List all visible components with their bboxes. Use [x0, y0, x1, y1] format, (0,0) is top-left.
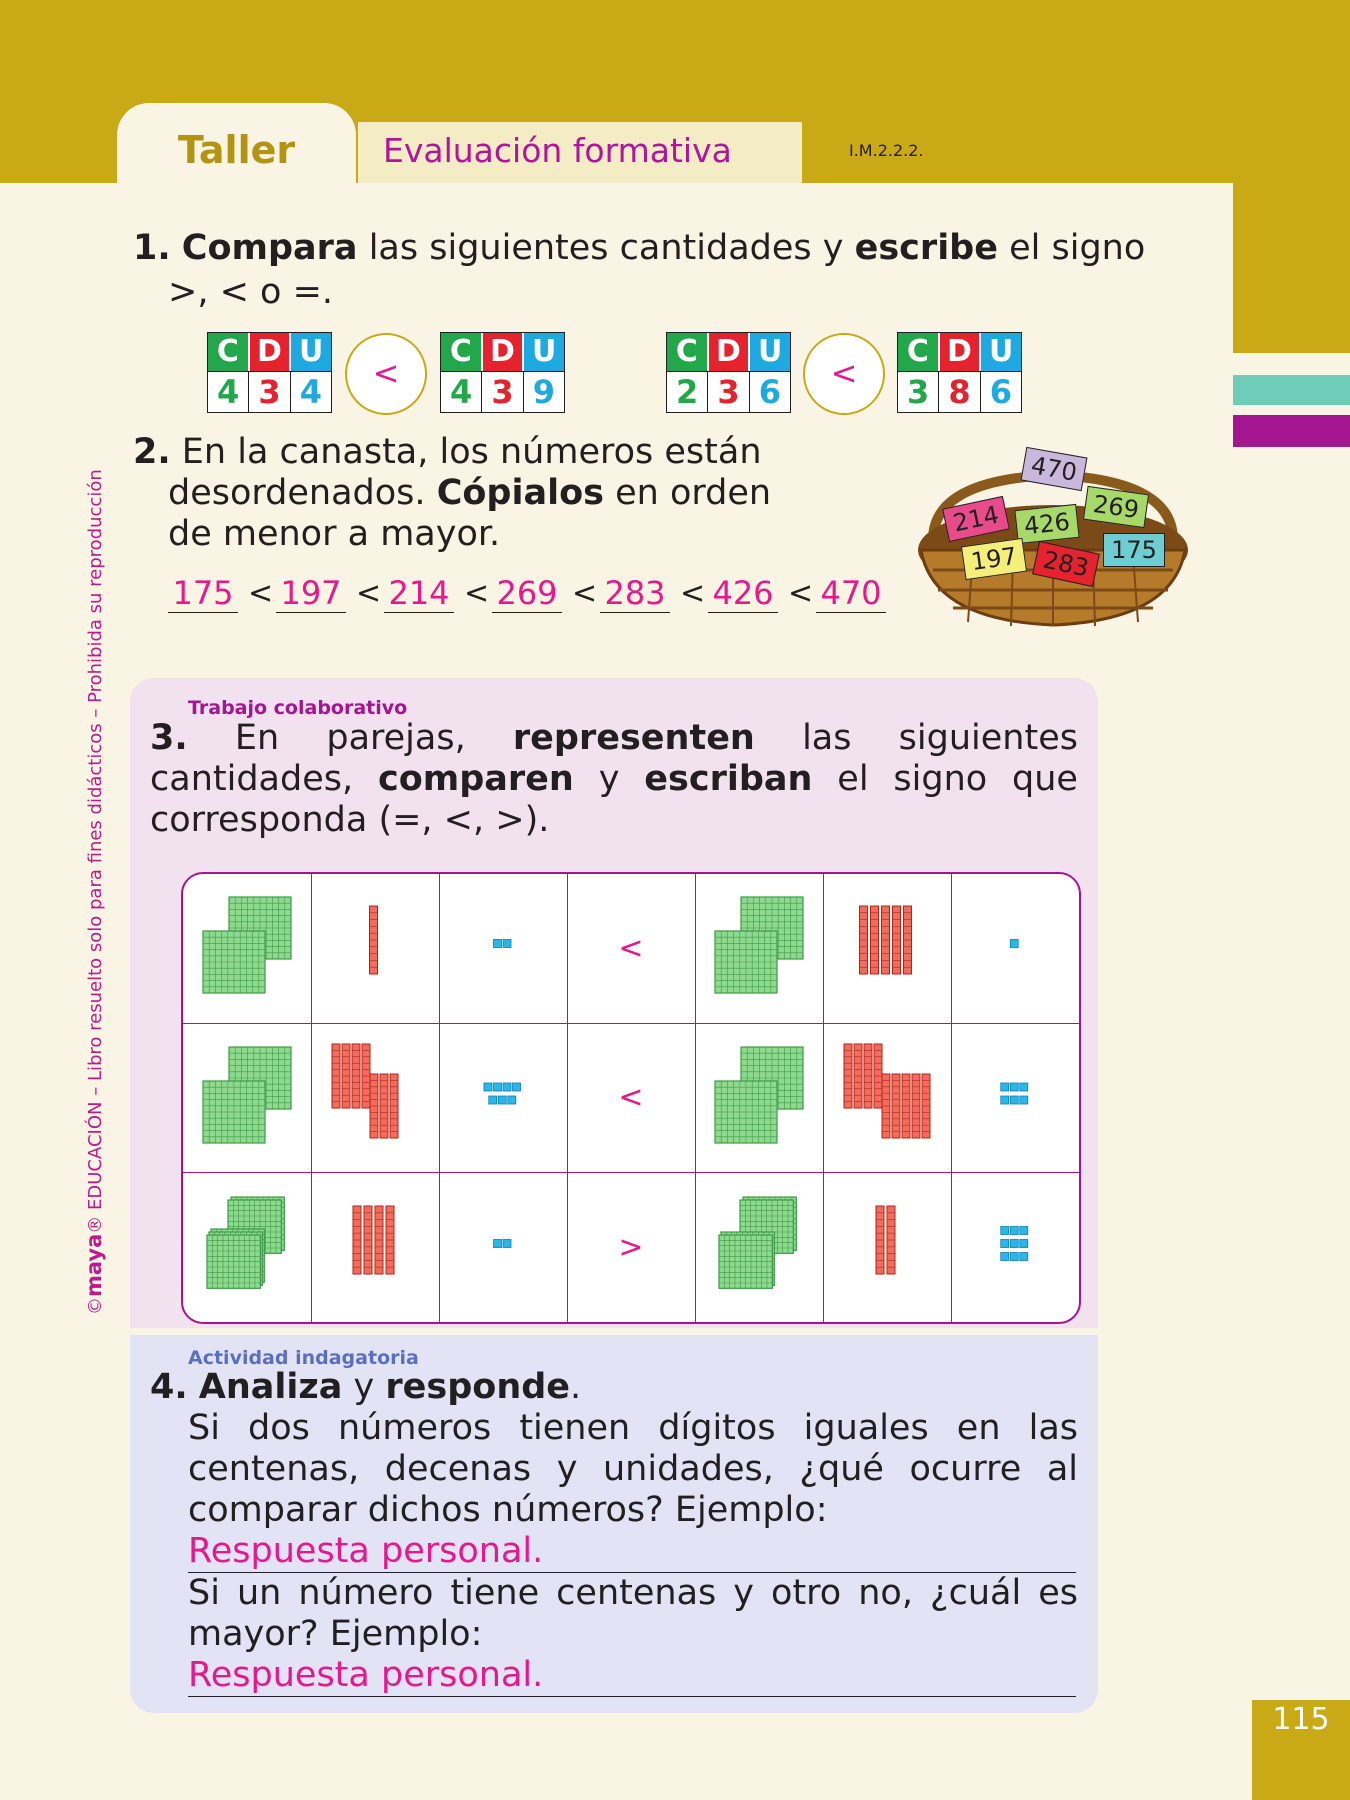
q4-question-1: Si dos números tienen dígitos iguales en las centenas, decenas y unidades, ¿qué ocurre al comparar dichos números? Ejemplo:: [188, 1408, 1078, 1530]
tens-rod-icon: [320, 1036, 430, 1156]
q4-text-1: y: [353, 1367, 375, 1407]
answer-blank[interactable]: 175: [168, 570, 238, 613]
answer-blank[interactable]: 214: [384, 570, 454, 613]
brand-logo: maya: [82, 1233, 106, 1297]
q2-keyword-copialos: Cópialos: [436, 473, 604, 513]
hundreds-cell: [183, 1023, 311, 1173]
less-than-sign: <: [464, 576, 490, 611]
hundreds-cell: [695, 1173, 823, 1322]
q4-statement: [150, 1367, 1078, 1697]
place-value-digit: 4: [441, 372, 482, 412]
tens-rod-icon: [832, 1186, 942, 1306]
place-value-digit: 3: [708, 372, 749, 412]
sign-cell[interactable]: [567, 1173, 695, 1322]
basket-tag: 175: [1103, 533, 1165, 567]
q1-text-2: el signo: [1009, 228, 1146, 268]
units-cube-icon: [458, 1051, 548, 1141]
q2-line-3: de menor a mayor.: [168, 514, 501, 554]
less-than-sign: <: [356, 576, 382, 611]
hundreds-flat-icon: [709, 1191, 809, 1301]
page-number: 115: [1272, 1702, 1330, 1737]
place-value-header: C: [441, 333, 483, 371]
q3-text-4: el signo que corresponda: [150, 759, 1078, 840]
tens-cell: [823, 1023, 951, 1173]
less-than-sign: <: [788, 576, 814, 611]
tens-cell: [823, 1173, 951, 1322]
units-cell: [439, 1173, 567, 1322]
units-cube-icon: [970, 1201, 1060, 1291]
q1-signs: >, < o =.: [168, 272, 334, 312]
units-cell: [439, 1023, 567, 1173]
place-value-header: U: [524, 333, 564, 371]
teal-marker: [1233, 375, 1350, 405]
hundreds-flat-icon: [197, 1191, 297, 1301]
hundreds-cell: [183, 874, 311, 1023]
sign-cell[interactable]: [567, 1023, 695, 1173]
basket-tag: 269: [1083, 486, 1149, 528]
q1-keyword-compara: Compara: [181, 228, 358, 268]
less-than-sign: <: [572, 576, 598, 611]
comparison-sign: <: [618, 930, 644, 966]
q3-text-2: las siguientes cantidades,: [150, 718, 1078, 799]
hundreds-cell: [183, 1173, 311, 1322]
place-value-header: D: [709, 333, 751, 371]
q2-line-2b: en orden: [615, 473, 772, 513]
answer-blank[interactable]: 269: [492, 570, 562, 613]
q1-number: 1.: [133, 228, 171, 268]
units-cube-icon: [458, 901, 548, 991]
place-value-digit: 9: [532, 373, 555, 411]
place-value-header: D: [940, 333, 982, 371]
q3-keyword-comparen: comparen: [377, 759, 574, 799]
basket-tag: 426: [1014, 504, 1079, 544]
q1-text-1: las siguientes cantidades y: [368, 228, 844, 268]
q4-number: 4.: [150, 1367, 188, 1407]
place-value-header: U: [981, 333, 1021, 371]
answer-blank[interactable]: 426: [708, 570, 778, 613]
q3-activity-label: Trabajo colaborativo: [188, 697, 408, 719]
comparison-sign-circle[interactable]: <: [345, 333, 427, 415]
answer-blank[interactable]: 470: [816, 570, 886, 613]
hundreds-cell: [695, 874, 823, 1023]
place-value-digit: 4: [208, 372, 249, 412]
q4-text-2: .: [570, 1367, 582, 1407]
cdu-box-right: [440, 332, 565, 413]
q3-text-1: En parejas,: [234, 718, 466, 758]
right-margin-band: [1233, 183, 1350, 353]
tens-rod-icon: [832, 886, 942, 1006]
place-value-digit: 4: [299, 373, 322, 411]
units-cube-icon: [970, 1051, 1060, 1141]
copyright-text: EDUCACIÓN – Libro resuelto solo para fines didácticos – Prohibida su reproducción: [85, 469, 106, 1210]
basket-tag: 214: [942, 496, 1010, 542]
q3-text-5: (=, <, >).: [378, 800, 550, 840]
units-cell: [439, 874, 567, 1023]
taller-label: Taller: [177, 128, 296, 172]
place-value-digit: 8: [939, 372, 980, 412]
copyright-side-text: ©maya® EDUCACIÓN – Libro resuelto solo para fines didácticos – Prohibida su reproducción: [82, 469, 106, 1315]
place-value-header: C: [667, 333, 709, 371]
place-value-header: C: [208, 333, 250, 371]
answer-blank[interactable]: 283: [600, 570, 670, 613]
q4-answer-1[interactable]: Respuesta personal.: [188, 1531, 1076, 1573]
tens-rod-icon: [320, 886, 430, 1006]
cdu-box-left: [666, 332, 791, 413]
place-value-digit: 3: [898, 372, 939, 412]
cdu-box-left: [207, 332, 332, 413]
hundreds-flat-icon: [709, 891, 809, 1001]
q3-keyword-escriban: escriban: [644, 759, 813, 799]
tens-rod-icon: [832, 1036, 942, 1156]
indicator-code: I.M.2.2.2.: [849, 141, 924, 160]
q2-line-2a: desordenados.: [168, 473, 426, 513]
q1-statement: [133, 228, 1145, 268]
q4-activity-label: Actividad indagatoria: [188, 1347, 419, 1369]
base-ten-blocks-table: [181, 872, 1081, 1324]
basket-tag: 470: [1021, 447, 1088, 491]
hundreds-flat-icon: [709, 1041, 809, 1151]
place-value-header: D: [483, 333, 525, 371]
q4-answer-2[interactable]: Respuesta personal.: [188, 1655, 1076, 1697]
tens-cell: [823, 874, 951, 1023]
q4-question-2: Si un número tiene centenas y otro no, ¿cuál es mayor? Ejemplo:: [188, 1573, 1078, 1654]
q1-keyword-escribe: escribe: [854, 228, 998, 268]
hundreds-cell: [695, 1023, 823, 1173]
hundreds-flat-icon: [197, 891, 297, 1001]
comparison-sign: >: [618, 1230, 644, 1266]
q4-keyword-responde: responde: [385, 1367, 571, 1407]
tens-rod-icon: [320, 1186, 430, 1306]
units-cube-icon: [970, 901, 1060, 991]
place-value-digit: 6: [758, 373, 781, 411]
place-value-digit: 6: [989, 373, 1012, 411]
q3-keyword-representen: representen: [512, 718, 755, 758]
place-value-header: C: [898, 333, 940, 371]
sign-cell[interactable]: [567, 874, 695, 1023]
units-cell: [951, 1173, 1079, 1322]
blocks-row: [183, 1023, 1079, 1173]
blocks-row: [183, 1173, 1079, 1322]
place-value-header: U: [291, 333, 331, 371]
blocks-row: [183, 874, 1079, 1023]
units-cell: [951, 874, 1079, 1023]
tens-cell: [311, 1023, 439, 1173]
units-cube-icon: [458, 1201, 548, 1291]
place-value-digit: 3: [482, 372, 523, 412]
place-value-digit: 3: [249, 372, 290, 412]
q3-statement: [150, 718, 1078, 841]
basket-illustration: [913, 440, 1193, 630]
section-title: Evaluación formativa: [383, 131, 732, 170]
basket-tag: 197: [961, 538, 1027, 580]
q2-statement: [133, 432, 771, 555]
tens-cell: [311, 874, 439, 1023]
less-than-sign: <: [248, 576, 274, 611]
q3-number: 3.: [150, 718, 188, 758]
purple-marker: [1233, 415, 1350, 447]
q3-text-3: y: [598, 759, 620, 799]
place-value-digit: 2: [667, 372, 708, 412]
q2-line-1: En la canasta, los números están: [181, 432, 762, 472]
comparison-sign: <: [618, 1080, 644, 1116]
q2-number: 2.: [133, 432, 171, 472]
hundreds-flat-icon: [197, 1041, 297, 1151]
q4-keyword-analiza: Analiza: [198, 1367, 343, 1407]
tens-cell: [311, 1173, 439, 1322]
less-than-sign: <: [680, 576, 706, 611]
place-value-header: D: [250, 333, 292, 371]
basket-tag: 283: [1032, 541, 1100, 587]
place-value-header: U: [750, 333, 790, 371]
comparison-sign-circle[interactable]: <: [803, 333, 885, 415]
answer-blank[interactable]: 197: [276, 570, 346, 613]
units-cell: [951, 1023, 1079, 1173]
cdu-box-right: [897, 332, 1022, 413]
